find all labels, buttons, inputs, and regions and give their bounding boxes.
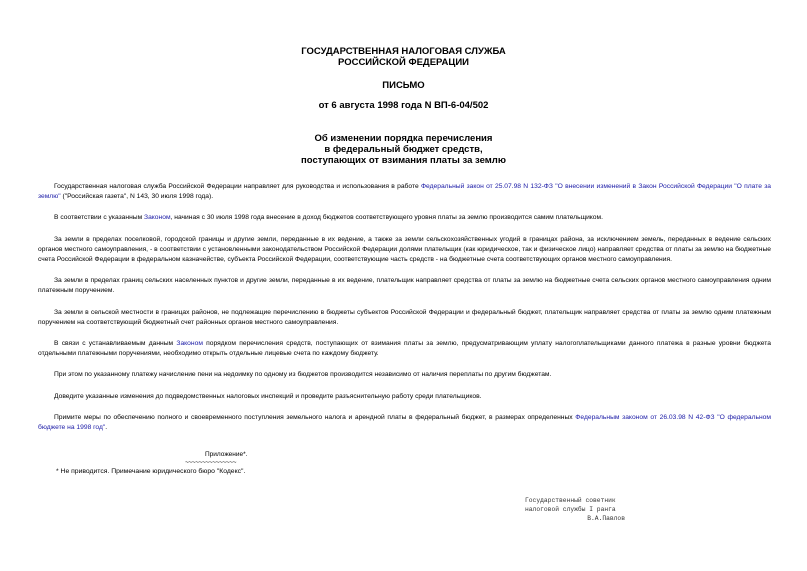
paragraph-2-text-b: , начиная с 30 июля 1998 года внесение в доход бюджетов соответствующего уровня платы за землю производится самим плательщиком. bbox=[170, 214, 603, 222]
paragraph-6-text-b: порядком перечисления средств, поступающих от взимания платы за землю, предусматривающим уплату налогоплательщиками данного платежа в разные уровни бюджета отдельными платежными поручениями, необходимо открыть отдельные лицевые счета по каждому бюджету. bbox=[38, 340, 772, 358]
paragraph-1-text-b: ("Российская газета", N 143, 30 июля 1998 года). bbox=[60, 193, 214, 201]
paragraph-1 bbox=[38, 182, 771, 202]
subject-line-2: в федеральный бюджет средств, bbox=[324, 144, 483, 155]
paragraph-2-text-a: В соответствии с указанным bbox=[54, 214, 145, 222]
agency-header bbox=[0, 46, 807, 68]
document-body bbox=[38, 182, 771, 444]
paragraph-1-text-a: Государственная налоговая служба Российской Федерации направляет для руководства и использования в работе bbox=[54, 183, 421, 190]
paragraph-6 bbox=[38, 339, 771, 359]
signature-name: В.А.Павлов bbox=[587, 514, 625, 522]
subject-line-3: поступающих от взимания платы за землю bbox=[301, 155, 506, 166]
signature-title-1: Государственный советник bbox=[525, 497, 616, 504]
paragraph-8: Доведите указанные изменения до подведомственных налоговых инспекций и проведите разъяснительную работу среди плательщиков. bbox=[54, 392, 482, 400]
paragraph-2 bbox=[38, 213, 771, 223]
agency-line-2: РОССИЙСКОЙ ФЕДЕРАЦИИ bbox=[337, 57, 469, 68]
paragraph-9-text-a: Примите меры по обеспечению полного и своевременного поступления земельного налога и арендной платы в федеральный бюджет, в размерах определенных bbox=[54, 413, 576, 421]
paragraph-9 bbox=[38, 413, 771, 433]
paragraph-3: За земли в пределах поселковой, городской границы и другие земли, переданные в их ведение, а также за земли сельскохозяйственных угодий в границах района, за исключением земель, переданных в ведение сельских органов местного самоуправления, - в соответствии с установленными законодательством Российской Федерации долями плательщик (как юридическое, так и физическое лицо) направляет средства от платы за землю на бюджетные счета Российской Федерации в федеральном казначействе, субъекта Российской Федерации, соответствующие часть средств - на бюджетные счета соответствующих органов местного самоуправления. bbox=[38, 235, 771, 264]
signature-block bbox=[525, 497, 625, 523]
document-type: ПИСЬМО bbox=[382, 80, 425, 91]
paragraph-7: При этом по указанному платежу начисление пени на недоимку по одному из бюджетов производится независимо от наличия переплаты по другим бюджетам. bbox=[54, 371, 552, 379]
paragraph-5: За земли в сельской местности в границах районов, не подлежащие перечислению в бюджеты субъектов Российской Федерации и федеральный бюджет, плательщик направляет средства от платы за землю одним платежным поручением на соответствующий бюджетный счет районных органов местного самоуправления. bbox=[38, 308, 771, 326]
federal-law-132-link[interactable]: Федеральный закон от 25.07.98 N 132-ФЗ "О внесении изменений в Закон Российской Федерации "О плате за землю" bbox=[38, 183, 771, 201]
paragraph-9-text-b: . bbox=[105, 424, 108, 432]
footnote: * Не приводится. Примечание юридического бюро "Кодекс". bbox=[56, 468, 246, 475]
paragraph-4: За земли в пределах границ сельских населенных пунктов и другие земли, переданные в их ведение, плательщик направляет средства от платы за землю на бюджетные счета сельских органов местного самоуправления одним платежным поручением. bbox=[38, 277, 771, 295]
subject-line-1: Об изменении порядка перечисления bbox=[314, 133, 493, 144]
signature-title-2: налоговой службы I ранга bbox=[525, 505, 616, 513]
document-date-number: от 6 августа 1998 года N ВП-6-04/502 bbox=[318, 100, 489, 111]
law-link-2[interactable]: Законом bbox=[176, 340, 203, 348]
paragraph-6-text-a: В связи с устанавливаемым данным bbox=[54, 340, 177, 348]
attachment-note: Приложение*. bbox=[205, 451, 248, 458]
law-link[interactable]: Законом bbox=[144, 214, 171, 222]
agency-line-1: ГОСУДАРСТВЕННАЯ НАЛОГОВАЯ СЛУЖБА bbox=[301, 46, 506, 57]
attachment-rule: ~~~~~~~~~~~~~~~ bbox=[185, 459, 237, 466]
document-subject bbox=[0, 133, 807, 166]
federal-budget-law-42-link[interactable]: Федеральным законом от 26.03.98 N 42-ФЗ "О федеральном бюджете на 1998 год" bbox=[38, 413, 771, 432]
